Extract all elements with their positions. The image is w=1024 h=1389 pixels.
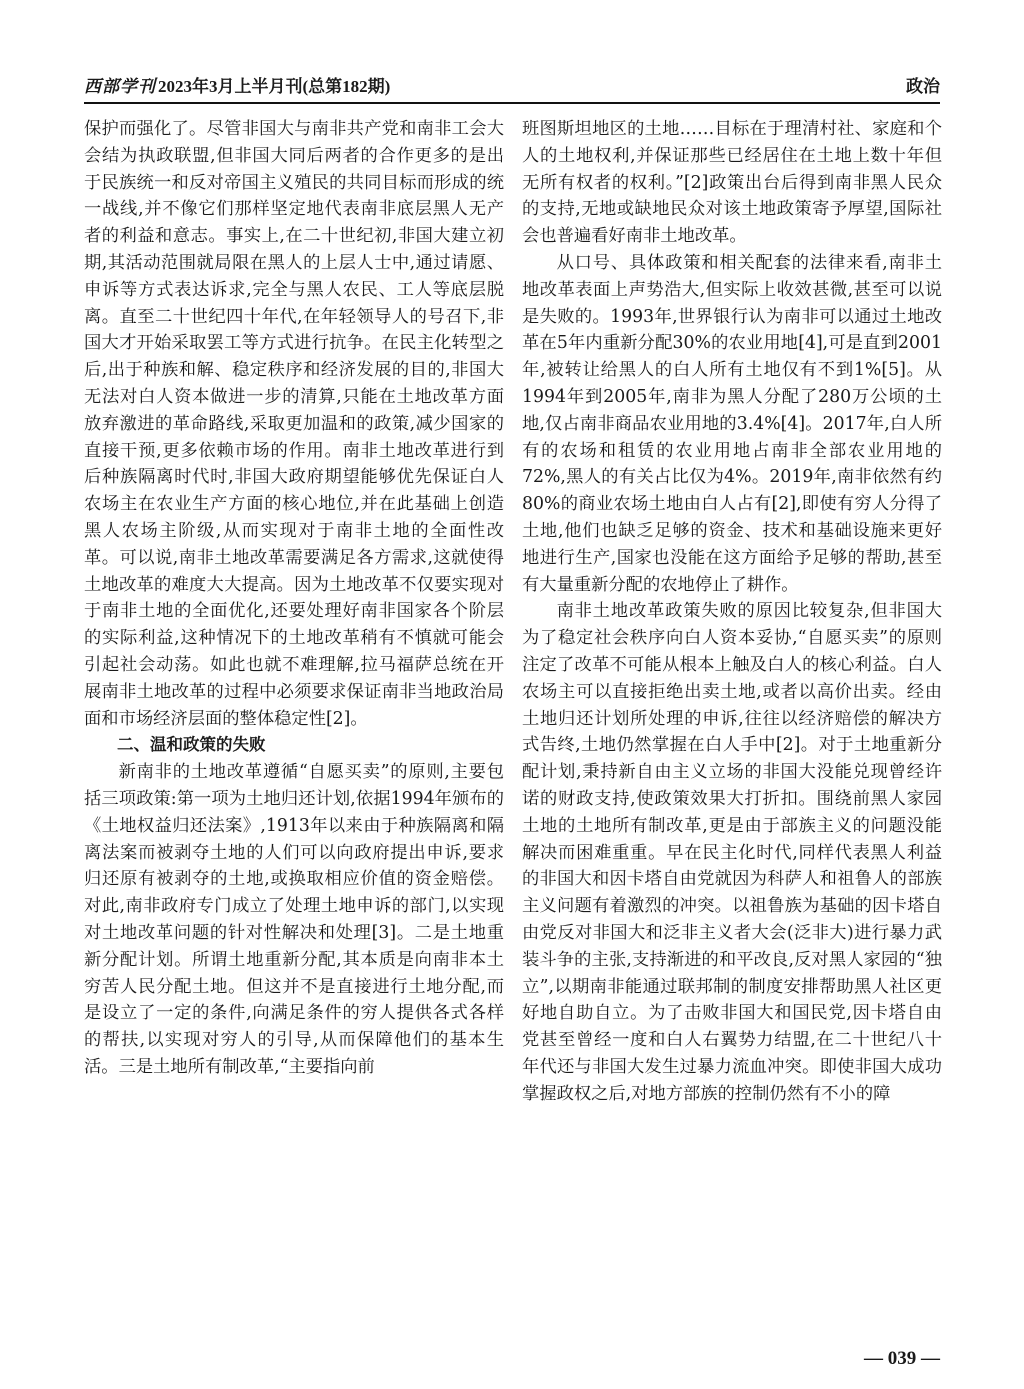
left-paragraph-1: 保护而强化了。尽管非国大与南非共产党和南非工会大会结为执政联盟,但非国大同后两者的合作更多的是出于民族统一和反对帝国主义殖民的共同目标而形成的统一战线,并不像它们那样坚定地代表南非底层黑人无产者的利益和意志。事实上,在二十世纪初,非国大建立初期,其活动范围就局限在黑人的上层人士中,通过请愿、申诉等方式表达诉求,完全与黑人农民、工人等底层脱离。直至二十世纪四十年代,在年轻领导人的号召下,非国大才开始采取罢工等方式进行抗争。在民主化转型之后,出于种族和解、稳定秩序和经济发展的目的,非国大无法对白人资本做进一步的清算,只能在土地改革方面放弃激进的革命路线,采取更加温和的政策,减少国家的直接干预,更多依赖市场的作用。南非土地改革进行到后种族隔离时代时,非国大政府期望能够优先保证白人农场主在农业生产方面的核心地位,并在此基础上创造黑人农场主阶级,从而实现对于南非土地的全面性改革。可以说,南非土地改革需要满足各方需求,这就使得土地改革的难度大大提高。因为土地改革不仅要实现对于南非土地的全面优化,还要处理好南非国家各个阶层的实际利益,这种情况下的土地改革稍有不慎就可能会引起社会动荡。如此也就不难理解,拉马福萨总统在开展南非土地改革的过程中必须要求保证南非当地政治局面和市场经济层面的整体稳定性[2]。 <box>84 119 504 729</box>
section-heading: 二、温和政策的失败 <box>117 735 266 755</box>
journal-logo: 西部学刊 <box>84 77 156 97</box>
right-column <box>522 116 942 1107</box>
header-rule <box>84 102 940 104</box>
issue-info: 2023年3月上半月刊(总第182期) <box>158 77 391 96</box>
right-paragraph-2: 从口号、具体政策和相关配套的法律来看,南非土地改革表面上声势浩大,但实际上收效甚微,甚至可以说是失败的。1993年,世界银行认为南非可以通过土地改革在5年内重新分配30%的农业用地[4],可是直到2001年,被转让给黑人的白人所有土地仅有不到1%[5]。从1994年到2005年,南非为黑人分配了280万公顷的土地,仅占南非商品农业用地的3.4%[4]。2017年,白人所有的农场和租赁的农业用地占南非全部农业用地的72%,黑人的有关占比仅为4%。2019年,南非依然有约80%的商业农场土地由白人占有[2],即使有穷人分得了土地,他们也缺乏足够的资金、技术和基础设施来更好地进行生产,国家也没能在这方面给予足够的帮助,甚至有大量重新分配的农地停止了耕作。 <box>522 252 942 595</box>
section-label: 政治 <box>906 77 940 97</box>
left-column <box>84 116 504 1081</box>
journal-issue-line <box>84 72 390 97</box>
page-header <box>84 66 940 104</box>
page-number: — 039 — <box>864 1348 940 1369</box>
right-paragraph-1: 班图斯坦地区的土地……目标在于理清村社、家庭和个人的土地权利,并保证那些已经居住在土地上数十年但无所有权者的权利。”[2]政策出台后得到南非黑人民众的支持,无地或缺地民众对该土地政策寄予厚望,国际社会也普遍看好南非土地改革。 <box>522 119 942 247</box>
right-paragraph-3: 南非土地改革政策失败的原因比较复杂,但非国大为了稳定社会秩序向白人资本妥协,“自愿买卖”的原则注定了改革不可能从根本上触及白人的核心利益。白人农场主可以直接拒绝出卖土地,或者以高价出卖。经由土地归还计划所处理的申诉,往往以经济赔偿的解决方式告终,土地仍然掌握在白人手中[2]。对于土地重新分配计划,秉持新自由主义立场的非国大没能兑现曾经许诺的财政支持,使政策效果大打折扣。围绕前黑人家园土地的土地所有制改革,更是由于部族主义的问题没能解决而困难重重。早在民主化时代,同样代表黑人利益的非国大和因卡塔自由党就因为科萨人和祖鲁人的部族主义问题有着激烈的冲突。以祖鲁族为基础的因卡塔自由党反对非国大和泛非主义者大会(泛非大)进行暴力武装斗争的主张,支持渐进的和平改良,反对黑人家园的“独立”,以期南非能通过联邦制的制度安排帮助黑人社区更好地自助自立。为了击败非国大和国民党,因卡塔自由党甚至曾经一度和白人右翼势力结盟,在二十世纪八十年代还与非国大发生过暴力流血冲突。即使非国大成功掌握政权之后,对地方部族的控制仍然有不小的障 <box>522 601 942 1104</box>
left-paragraph-2: 新南非的土地改革遵循“自愿买卖”的原则,主要包括三项政策:第一项为土地归还计划,依据1994年颁布的《土地权益归还法案》,1913年以来由于种族隔离和隔离法案而被剥夺土地的人们可以向政府提出申诉,要求归还原有被剥夺的土地,或换取相应价值的资金赔偿。对此,南非政府专门成立了处理土地申诉的部门,以实现对土地改革问题的针对性解决和处理[3]。二是土地重新分配计划。所谓土地重新分配,其本质是向南非本土穷苦人民分配土地。但这并不是直接进行土地分配,而是设立了一定的条件,向满足条件的穷人提供各式各样的帮扶,以实现对穷人的引导,从而保障他们的基本生活。三是土地所有制改革,“主要指向前 <box>84 762 504 1077</box>
